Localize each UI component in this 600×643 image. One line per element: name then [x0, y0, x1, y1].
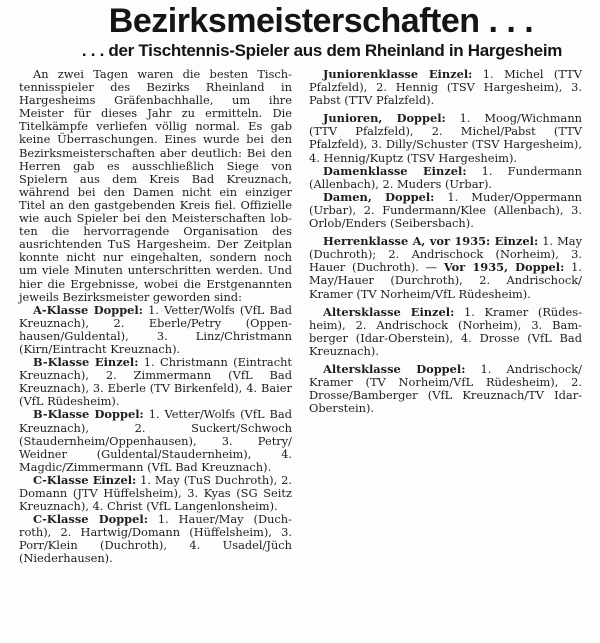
result-text: 1. Kramer (Rüdesheim), 2. Andrischock (Norheim), 3. Bamberger (Idar-Oberstein), 4. Drosse (VfL Bad Kreuznach).: [309, 304, 582, 358]
result-altersklasse-einzel: [309, 306, 582, 358]
category-label: Junioren, Doppel:: [323, 111, 446, 126]
category-label: Herrenklasse A, vor 1935: Einzel:: [323, 234, 539, 249]
headline: Bezirksmeisterschaften . . .: [108, 2, 534, 40]
result-text: 1. May (Duchroth); 2. Andrischock (Norheim), 3. Hauer (Duchroth). —: [309, 234, 583, 275]
result-text-secondary: 1. May/Hauer (Durchroth), 2. Andrischock/ Kramer (TV Norheim/VfL Rüdesheim).: [309, 260, 582, 301]
result-damenklasse-einzel: [309, 165, 582, 191]
result-text: 1. Andrischock/ Kramer (TV Norheim/VfL Rüdesheim), 2. Drosse/Bamberger (VfL Kreuznach/TV Idar-Oberstein).: [309, 361, 582, 416]
result-junioren-doppel: [309, 112, 582, 164]
right-column: [309, 68, 582, 420]
result-text: 1. Vetter/Wolfs (VfL Bad Kreuznach), 2. Suckert/Schwoch (Staudernheim/Oppenhausen), 3. Petry/ Weidner (Guldental/Staudernheim), 4. Magdic/Zimmermann (VfL Bad Kreuznach).: [19, 407, 292, 474]
result-text: 1. Hauer/May (Duchroth), 2. Hartwig/Domann (Hüffelsheim), 3. Porr/Klein (Duchroth), 4. Usadel/Jüch (Niederhausen).: [19, 512, 292, 566]
category-label: Damen, Doppel:: [323, 189, 435, 204]
category-label: Altersklasse Einzel:: [323, 304, 455, 319]
result-text: 1. May (TuS Duchroth), 2. Domann (JTV Hüffelsheim), 3. Kyas (SG Seitz Kreuznach), 4. Christ (VfL Langenlonsheim).: [19, 472, 293, 514]
result-text: 1. Vetter/Wolfs (VfL Bad Kreuznach), 2. Eberle/Petry (Oppenhausen/Guldental), 3. Linz/Christmann (Kirn/Eintracht Kreuznach).: [19, 302, 292, 356]
result-text: 1. Michel (TTV Pfalzfeld), 2. Hennig (TSV Hargesheim), 3. Pabst (TTV Pfalzfeld).: [309, 67, 582, 108]
category-label: Juniorenklasse Einzel:: [323, 67, 473, 81]
subheadline: . . . der Tischtennis-Spieler aus dem Rheinland in Hargesheim: [81, 41, 563, 60]
result-c-klasse-einzel: [19, 474, 292, 513]
result-damen-doppel: [309, 191, 582, 230]
result-b-klasse-doppel: [19, 408, 292, 473]
category-label: Altersklasse Doppel:: [323, 361, 466, 376]
category-label: B-Klasse Doppel:: [33, 407, 144, 422]
category-label: B-Klasse Einzel:: [33, 355, 139, 370]
left-column: [19, 68, 292, 566]
result-a-klasse-doppel: [19, 304, 292, 356]
result-text: 1. Muder/Oppermann (Urbar), 2. Fundermann/Klee (Allenbach), 3. Orlob/Enders (Seibersbach).: [309, 189, 582, 231]
result-altersklasse-doppel: [309, 363, 582, 415]
category-label-secondary: Vor 1935, Doppel:: [443, 260, 565, 275]
result-b-klasse-einzel: [19, 356, 292, 408]
category-label: C-Klasse Doppel:: [33, 512, 148, 527]
result-herrenklasse-a: [309, 235, 582, 300]
result-juniorenklasse-einzel: [309, 68, 582, 107]
result-text: 1. Fundermann (Allenbach), 2. Muders (Urbar).: [309, 163, 582, 191]
intro-paragraph: An zwei Tagen waren die besten Tischtennisspieler des Bezirks Rheinland in Hargesheims Gräfenbachhalle, um ihre Meister für dieses Jahr zu ermitteln. Die Titelkämpfe verliefen völlig normal. Es gab keine Überraschungen. Eines wurde bei den Bezirksmeisterschaften aber deutlich: Bei den Herren gab es ausschließlich Siege von Spielern aus dem Kreis Bad Kreuznach, während bei den Damen nicht ein einziger Titel an den gastgebenden Kreis fiel. Offizielle wie auch Spieler bei den Meisterschaften lobten die hervorragende Organisation des ausrichtenden TuS Hargesheim. Der Zeitplan konnte nicht nur eingehalten, sondern noch um viele Minuten unterschritten werden. Und hier die Ergebnisse, wobei die Erstgenannten jeweils Bezirksmeister geworden sind:: [19, 67, 292, 304]
category-label: C-Klasse Einzel:: [33, 472, 137, 487]
result-c-klasse-doppel: [19, 513, 292, 565]
category-label: A-Klasse Doppel:: [33, 302, 143, 317]
category-label: Damenklasse Einzel:: [323, 163, 467, 178]
result-text: 1. Christmann (Eintracht Kreuznach), 2. Zimmermann (VfL Bad Kreuznach), 3. Eberle (TV Birkenfeld), 4. Baier (VfL Rüdesheim).: [19, 355, 292, 409]
result-text: 1. Moog/Wichmann (TTV Pfalzfeld), 2. Michel/Pabst (TTV Pfalzfeld), 3. Dilly/Schuster (TSV Hargesheim), 4. Hennig/Kuptz (TSV Hargesheim).: [309, 111, 582, 165]
